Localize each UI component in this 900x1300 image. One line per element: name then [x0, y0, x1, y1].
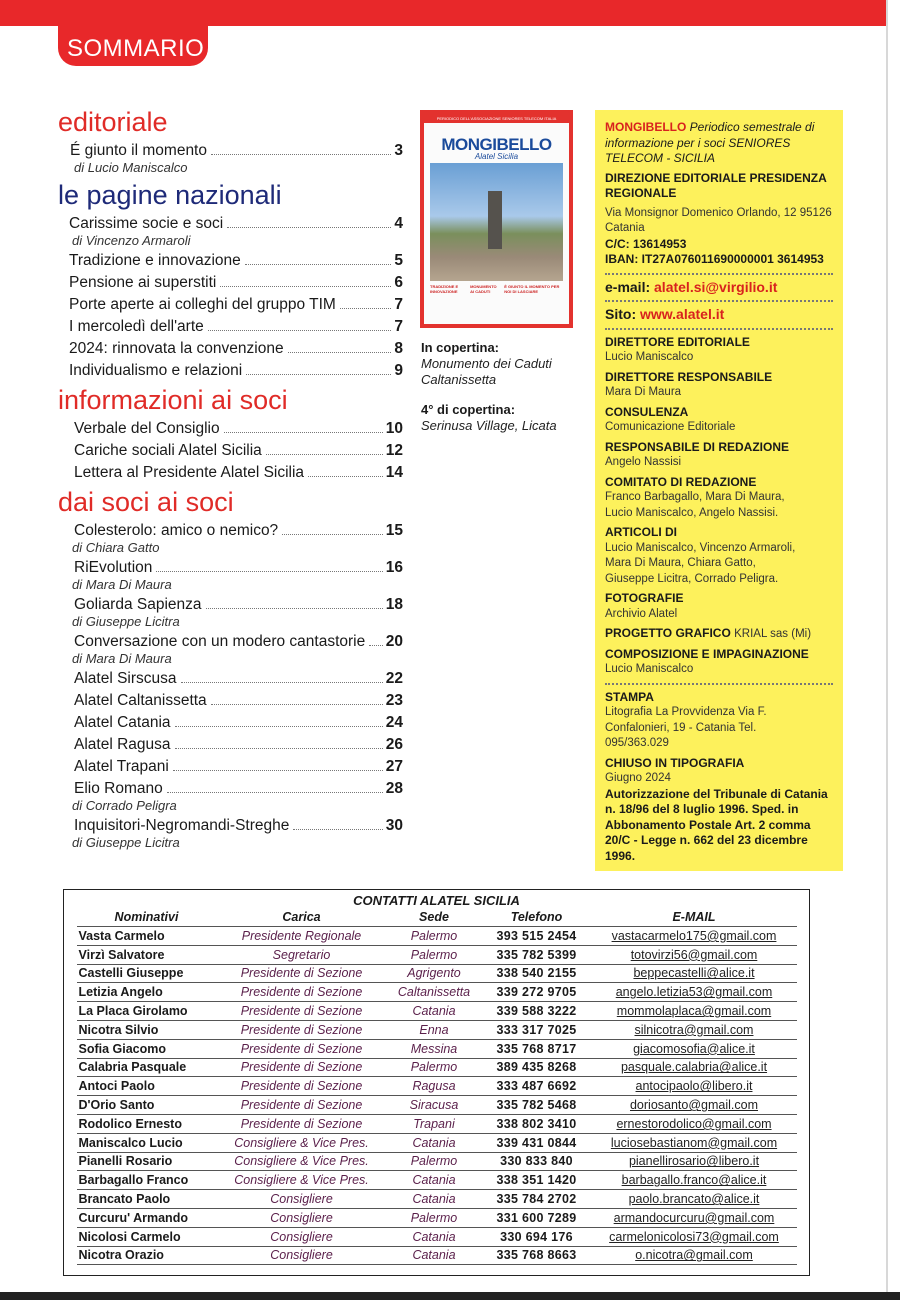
contact-role: Presidente Regionale	[217, 927, 387, 946]
toc-entry-title: I mercoledì dell'arte	[69, 318, 204, 335]
column-header: Sede	[387, 908, 482, 927]
toc-entry-title: Porte aperte ai colleghi del gruppo TIM	[69, 296, 336, 313]
dot-leader	[175, 726, 383, 727]
contact-name: D'Orio Santo	[77, 1096, 217, 1115]
toc-entry[interactable]	[58, 713, 403, 732]
table-row	[77, 1227, 797, 1246]
section-tab-label: SOMMARIO	[67, 35, 205, 62]
chiuso-label: CHIUSO IN TIPOGRAFIA	[605, 755, 745, 770]
toc-entry-title: Inquisitori-Negromandi-Streghe	[74, 817, 290, 834]
contact-email[interactable]: doriosanto@gmail.com	[592, 1096, 797, 1115]
front-cover-value: Monumento dei Caduti Caltanissetta	[421, 356, 552, 387]
toc-entry-author: di Lucio Maniscalco	[74, 160, 188, 175]
contact-role: Consigliere & Vice Pres.	[217, 1152, 387, 1171]
toc-entry[interactable]	[58, 632, 403, 651]
colophon-intro	[605, 120, 843, 167]
toc-entry[interactable]	[58, 558, 403, 577]
contact-name: Rodolico Ernesto	[77, 1114, 217, 1133]
stampa-label: STAMPA	[605, 689, 654, 704]
contact-seat: Catania	[387, 1171, 482, 1190]
colophon-groups	[605, 335, 843, 623]
dot-leader	[293, 829, 382, 830]
toc-entry[interactable]	[58, 295, 403, 314]
magazine-cover[interactable]	[420, 110, 573, 328]
contact-email[interactable]: o.nicotra@gmail.com	[592, 1246, 797, 1265]
contact-seat: Palermo	[387, 1058, 482, 1077]
contact-seat: Catania	[387, 1246, 482, 1265]
contact-phone: 393 515 2454	[482, 927, 592, 946]
toc-page-number: 7	[394, 296, 403, 313]
monument-shape	[488, 191, 502, 249]
toc-entry-title: Goliarda Sapienza	[74, 596, 202, 613]
contact-phone: 389 435 8268	[482, 1058, 592, 1077]
contact-email[interactable]: luciosebastianom@gmail.com	[592, 1133, 797, 1152]
contact-seat: Trapani	[387, 1114, 482, 1133]
toc-page-number: 6	[394, 274, 403, 291]
toc-entry-title: Elio Romano	[74, 780, 163, 797]
back-cover-label: 4° di copertina:	[421, 402, 516, 417]
dot-leader	[308, 476, 383, 477]
toc-entry[interactable]	[58, 816, 403, 835]
contact-seat: Enna	[387, 1020, 482, 1039]
dot-leader	[288, 352, 392, 353]
toc-entry-author: di Chiara Gatto	[72, 540, 160, 555]
contact-name: Pianelli Rosario	[77, 1152, 217, 1171]
colophon-group-value: Mara Di Maura	[605, 386, 682, 398]
bottom-edge	[0, 1292, 900, 1300]
dot-leader	[167, 792, 383, 793]
cover-captions	[421, 340, 591, 434]
contact-role: Presidente di Sezione	[217, 1096, 387, 1115]
contact-name: Nicolosi Carmelo	[77, 1227, 217, 1246]
toc-page-number: 18	[385, 596, 403, 613]
section-tab	[58, 26, 208, 66]
contact-email[interactable]: barbagallo.franco@alice.it	[592, 1171, 797, 1190]
contact-name: Calabria Pasquale	[77, 1058, 217, 1077]
table-row	[77, 1096, 797, 1115]
toc-entry-title: Alatel Caltanissetta	[74, 692, 207, 709]
toc-entry-title: Pensione ai superstiti	[69, 274, 217, 291]
cover-subtitle: Alatel Sicilia	[474, 152, 519, 161]
progetto-label: PROGETTO GRAFICO	[605, 626, 731, 640]
contact-name: Sofia Giacomo	[77, 1039, 217, 1058]
contact-name: Castelli Giuseppe	[77, 964, 217, 983]
contact-name: Letizia Angelo	[77, 983, 217, 1002]
colophon-group-label: DIRETTORE RESPONSABILE	[605, 369, 773, 384]
toc-entry-title: Alatel Trapani	[74, 758, 169, 775]
toc-entry-title: Tradizione e innovazione	[69, 252, 241, 269]
contact-email[interactable]: paolo.brancato@alice.it	[592, 1190, 797, 1209]
dot-leader	[211, 704, 383, 705]
contact-name: Virzì Salvatore	[77, 945, 217, 964]
dot-leader	[369, 645, 383, 646]
contact-email[interactable]: antocipaolo@libero.it	[592, 1077, 797, 1096]
toc-entry[interactable]	[58, 779, 403, 798]
toc-page-number: 4	[394, 215, 403, 232]
contact-seat: Palermo	[387, 1208, 482, 1227]
contact-phone: 338 540 2155	[482, 964, 592, 983]
contact-email[interactable]: pasquale.calabria@alice.it	[592, 1058, 797, 1077]
dot-leader	[206, 608, 383, 609]
dot-leader	[211, 154, 391, 155]
contact-seat: Ragusa	[387, 1077, 482, 1096]
colophon-group-label: DIRETTORE EDITORIALE	[605, 334, 750, 349]
table-row	[77, 945, 797, 964]
email-label: e-mail:	[605, 278, 651, 295]
contact-email[interactable]: silnicotra@gmail.com	[592, 1020, 797, 1039]
contact-phone: 338 802 3410	[482, 1114, 592, 1133]
section-heading: le pagine nazionali	[58, 180, 282, 210]
toc-entry-title: Colesterolo: amico o nemico?	[74, 522, 279, 539]
site-label: Sito:	[605, 306, 637, 322]
table-row	[77, 1171, 797, 1190]
column-header: Telefono	[482, 908, 592, 927]
composizione-value: Lucio Maniscalco	[605, 663, 694, 675]
page-edge	[886, 0, 888, 1300]
table-row	[77, 1133, 797, 1152]
toc-entry[interactable]	[58, 361, 403, 380]
contact-role: Consigliere & Vice Pres.	[217, 1171, 387, 1190]
contact-email[interactable]: armandocurcuru@gmail.com	[592, 1208, 797, 1227]
toc-entry[interactable]	[58, 317, 403, 336]
toc-entry-title: É giunto il momento	[70, 142, 207, 159]
cover-top-band: PERIODICO DELL'ASSOCIAZIONE SENIORES TELECOM ITALIA	[424, 114, 569, 123]
contact-name: La Placa Girolamo	[77, 1002, 217, 1021]
toc-entry-author: di Corrado Peligra	[72, 798, 177, 813]
colophon-group-value: Comunicazione Editoriale	[605, 421, 736, 433]
contact-phone: 335 784 2702	[482, 1190, 592, 1209]
dot-leader	[266, 454, 383, 455]
divider	[605, 300, 833, 302]
toc-page-number: 27	[385, 758, 403, 775]
toc-entry[interactable]	[58, 251, 403, 270]
cover-photo	[430, 163, 563, 281]
toc-entry[interactable]	[58, 273, 403, 292]
direzione-label: DIREZIONE EDITORIALE PRESIDENZA REGIONALE	[605, 170, 827, 200]
table-row	[77, 1190, 797, 1209]
colophon-group-value: Franco Barbagallo, Mara Di Maura, Lucio Maniscalco, Angelo Nassisi.	[605, 491, 785, 519]
toc-page-number: 30	[385, 817, 403, 834]
table-row	[77, 1246, 797, 1265]
toc-entry-title: Alatel Catania	[74, 714, 171, 731]
chiuso-value: Giugno 2024	[605, 772, 671, 784]
toc-entry-title: RiEvolution	[74, 559, 153, 576]
front-cover-label: In copertina:	[421, 340, 500, 355]
table-row	[77, 927, 797, 946]
toc-page-number: 14	[385, 464, 403, 481]
contact-role: Consigliere	[217, 1208, 387, 1227]
toc-entry[interactable]	[58, 757, 403, 776]
divider	[605, 273, 833, 275]
colophon-group-label: COMITATO DI REDAZIONE	[605, 474, 757, 489]
toc-entry-author: di Mara Di Maura	[72, 651, 172, 666]
toc-entry-title: 2024: rinnovata la convenzione	[69, 340, 284, 357]
contact-role: Consigliere & Vice Pres.	[217, 1133, 387, 1152]
toc-entry-title: Individualismo e relazioni	[69, 362, 243, 379]
toc-entry-title: Cariche sociali Alatel Sicilia	[74, 442, 262, 459]
contact-role: Presidente di Sezione	[217, 1058, 387, 1077]
column-header: Carica	[217, 908, 387, 927]
contact-role: Presidente di Sezione	[217, 1002, 387, 1021]
column-header: Nominativi	[77, 908, 217, 927]
contact-name: Antoci Paolo	[77, 1077, 217, 1096]
contact-role: Presidente di Sezione	[217, 1077, 387, 1096]
contacts-body	[77, 927, 797, 1265]
colophon-group-label: ARTICOLI DI	[605, 525, 677, 539]
contact-phone: 333 487 6692	[482, 1077, 592, 1096]
email-link[interactable]: alatel.si@virgilio.it	[654, 278, 778, 295]
toc-entry[interactable]	[58, 141, 403, 160]
toc-page-number: 23	[385, 692, 403, 709]
colophon-group-value: Lucio Maniscalco	[605, 351, 694, 363]
table-row	[77, 1152, 797, 1171]
contact-email[interactable]: vastacarmelo175@gmail.com	[592, 927, 797, 946]
colophon-group-value: Lucio Maniscalco, Vincenzo Armaroli, Mara Di Maura, Chiara Gatto, Giuseppe Licitra, Corrado Peligra.	[605, 541, 796, 585]
toc-page-number: 3	[394, 142, 403, 159]
contact-seat: Palermo	[387, 1152, 482, 1171]
toc-entry-title: Verbale del Consiglio	[74, 420, 220, 437]
stampa-value: Litografia La Provvidenza Via F. Confalonieri, 19 - Catania Tel. 095/363.029	[605, 706, 767, 749]
table-row	[77, 1077, 797, 1096]
dot-leader	[173, 770, 383, 771]
toc-page-number: 24	[385, 714, 403, 731]
legal-text: Autorizzazione del Tribunale di Catania n. 18/96 del 8 luglio 1996. Sped. in Abbonamento Postale Art. 2 comma 20/C - Legge n. 662 del 23 dicembre 1996.	[605, 786, 828, 863]
dot-leader	[208, 330, 392, 331]
section-heading: editoriale	[58, 107, 168, 137]
contact-email[interactable]: beppecastelli@alice.it	[592, 964, 797, 983]
table-row	[77, 1002, 797, 1021]
dot-leader	[245, 264, 392, 265]
toc-entry[interactable]	[58, 669, 403, 688]
contact-name: Maniscalco Lucio	[77, 1133, 217, 1152]
contact-seat: Palermo	[387, 945, 482, 964]
toc-entry-title: Lettera al Presidente Alatel Sicilia	[74, 464, 305, 481]
section-heading: informazioni ai soci	[58, 385, 288, 415]
dot-leader	[175, 748, 383, 749]
contacts-title: CONTATTI ALATEL SICILIA	[353, 893, 520, 908]
toc-page-number: 15	[385, 522, 403, 539]
colophon-group-value: Archivio Alatel	[605, 607, 678, 620]
contact-seat: Catania	[387, 1227, 482, 1246]
contact-seat: Caltanissetta	[387, 983, 482, 1002]
cover-foot	[424, 281, 569, 297]
contact-email[interactable]: carmelonicolosi73@gmail.com	[592, 1227, 797, 1246]
contact-phone: 331 600 7289	[482, 1208, 592, 1227]
toc-page-number: 7	[394, 318, 403, 335]
dot-leader	[156, 571, 382, 572]
colophon-group-label: CONSULENZA	[605, 404, 689, 419]
section-heading: dai soci ai soci	[58, 487, 234, 517]
colophon-group-label: RESPONSABILE DI REDAZIONE	[605, 439, 790, 454]
contact-role: Segretario	[217, 945, 387, 964]
dot-leader	[246, 374, 391, 375]
contact-phone: 335 768 8717	[482, 1039, 592, 1058]
contact-seat: Siracusa	[387, 1096, 482, 1115]
table-row	[77, 983, 797, 1002]
toc-entry-author: di Giuseppe Licitra	[72, 614, 180, 629]
toc-page-number: 26	[385, 736, 403, 753]
contact-phone: 335 782 5468	[482, 1096, 592, 1115]
contact-email[interactable]: totovirzi56@gmail.com	[592, 945, 797, 964]
contact-phone: 335 782 5399	[482, 945, 592, 964]
toc-entry[interactable]	[58, 521, 403, 540]
top-red-band	[0, 0, 888, 26]
site-line	[605, 307, 843, 323]
contact-name: Brancato Paolo	[77, 1190, 217, 1209]
toc-entry-author: di Mara Di Maura	[72, 577, 172, 592]
contact-email[interactable]: giacomosofia@alice.it	[592, 1039, 797, 1058]
cover-foot-item: MONUMENTO AI CADUTI	[470, 284, 497, 294]
toc-entry[interactable]	[58, 419, 403, 438]
progetto-line	[605, 626, 843, 643]
toc-page-number: 8	[394, 340, 403, 357]
toc-entry-title: Carissime socie e soci	[69, 215, 224, 232]
table-row	[77, 1114, 797, 1133]
toc-page-number: 22	[385, 670, 403, 687]
contact-role: Consigliere	[217, 1246, 387, 1265]
contact-name: Barbagallo Franco	[77, 1171, 217, 1190]
contact-phone: 338 351 1420	[482, 1171, 592, 1190]
toc-page-number: 20	[385, 633, 403, 650]
toc-entry[interactable]	[58, 735, 403, 754]
cover-masthead: MONGIBELLO	[441, 135, 552, 154]
contacts-box	[63, 889, 810, 1276]
table-row	[77, 964, 797, 983]
table-row	[77, 1020, 797, 1039]
divider	[605, 683, 833, 685]
dot-leader	[227, 227, 391, 228]
progetto-value: KRIAL sas (Mi)	[734, 628, 812, 640]
email-line	[605, 280, 843, 296]
toc-entry[interactable]	[58, 463, 403, 482]
toc-entry-author: di Giuseppe Licitra	[72, 835, 180, 850]
toc-page-number: 10	[385, 420, 403, 437]
dot-leader	[224, 432, 383, 433]
contact-seat: Messina	[387, 1039, 482, 1058]
colophon-intro-text: Periodico semestrale di informazione per i soci SENIORES TELECOM - SICILIA	[605, 120, 815, 165]
cover-foot-item: È GIUNTO IL MOMENTO PER NOI DI LASCIARE	[504, 284, 560, 294]
toc-entry-title: Alatel Ragusa	[74, 736, 171, 753]
contact-seat: Catania	[387, 1133, 482, 1152]
colophon-box	[595, 110, 843, 871]
colophon-brand: MONGIBELLO	[605, 120, 687, 134]
toc-page-number: 28	[385, 780, 403, 797]
contact-role: Presidente di Sezione	[217, 964, 387, 983]
contact-phone: 339 272 9705	[482, 983, 592, 1002]
toc-page-number: 9	[394, 362, 403, 379]
cc-number: C/C: 13614953	[605, 236, 687, 251]
contact-name: Nicotra Orazio	[77, 1246, 217, 1265]
contact-role: Consigliere	[217, 1190, 387, 1209]
dot-leader	[220, 286, 391, 287]
iban: IBAN: IT27A076011690000001 3614953	[605, 252, 824, 266]
toc-entry-title: Alatel Sirscusa	[74, 670, 177, 687]
toc-entry-author: di Vincenzo Armaroli	[72, 233, 191, 248]
contact-email[interactable]: mommolaplaca@gmail.com	[592, 1002, 797, 1021]
contact-name: Vasta Carmelo	[77, 927, 217, 946]
contact-phone: 333 317 7025	[482, 1020, 592, 1039]
table-row	[77, 1039, 797, 1058]
toc-entry[interactable]	[58, 441, 403, 460]
table-of-contents	[58, 104, 403, 850]
contact-seat: Agrigento	[387, 964, 482, 983]
colophon-group-value: Angelo Nassisi	[605, 456, 682, 468]
dot-leader	[181, 682, 383, 683]
contacts-header-row	[77, 908, 797, 927]
contact-phone: 339 431 0844	[482, 1133, 592, 1152]
toc-entry[interactable]	[58, 339, 403, 358]
toc-page-number: 12	[385, 442, 403, 459]
contact-role: Presidente di Sezione	[217, 1020, 387, 1039]
toc-page-number: 5	[394, 252, 403, 269]
site-link[interactable]: www.alatel.it	[640, 306, 725, 322]
address: Via Monsignor Domenico Orlando, 12 95126 Catania	[605, 206, 832, 234]
divider	[605, 328, 833, 330]
table-row	[77, 1058, 797, 1077]
contact-name: Nicotra Silvio	[77, 1020, 217, 1039]
toc-entry-title: Conversazione con un modero cantastorie	[74, 633, 366, 650]
colophon-group-label: FOTOGRAFIE	[605, 591, 684, 605]
contact-seat: Catania	[387, 1190, 482, 1209]
back-cover-value: Serinusa Village, Licata	[421, 418, 557, 433]
toc-page-number: 16	[385, 559, 403, 576]
contact-role: Presidente di Sezione	[217, 1114, 387, 1133]
contact-role: Consigliere	[217, 1227, 387, 1246]
contact-phone: 330 833 840	[482, 1152, 592, 1171]
toc-entry[interactable]	[58, 595, 403, 614]
contact-role: Presidente di Sezione	[217, 983, 387, 1002]
contact-seat: Palermo	[387, 927, 482, 946]
contact-name: Curcuru' Armando	[77, 1208, 217, 1227]
contact-role: Presidente di Sezione	[217, 1039, 387, 1058]
cover-foot-item: TRADIZIONE E INNOVAZIONE	[430, 284, 459, 294]
toc-entry[interactable]	[58, 214, 403, 233]
contact-email[interactable]: pianellirosario@libero.it	[592, 1152, 797, 1171]
column-header: E-MAIL	[592, 908, 797, 927]
contact-phone: 335 768 8663	[482, 1246, 592, 1265]
dot-leader	[340, 308, 392, 309]
toc-entry[interactable]	[58, 691, 403, 710]
contacts-table	[77, 908, 797, 1265]
contact-phone: 330 694 176	[482, 1227, 592, 1246]
contact-email[interactable]: ernestorodolico@gmail.com	[592, 1114, 797, 1133]
table-row	[77, 1208, 797, 1227]
contact-seat: Catania	[387, 1002, 482, 1021]
dot-leader	[282, 534, 383, 535]
composizione-label: COMPOSIZIONE E IMPAGINAZIONE	[605, 646, 809, 661]
contact-email[interactable]: angelo.letizia53@gmail.com	[592, 983, 797, 1002]
contact-phone: 339 588 3222	[482, 1002, 592, 1021]
